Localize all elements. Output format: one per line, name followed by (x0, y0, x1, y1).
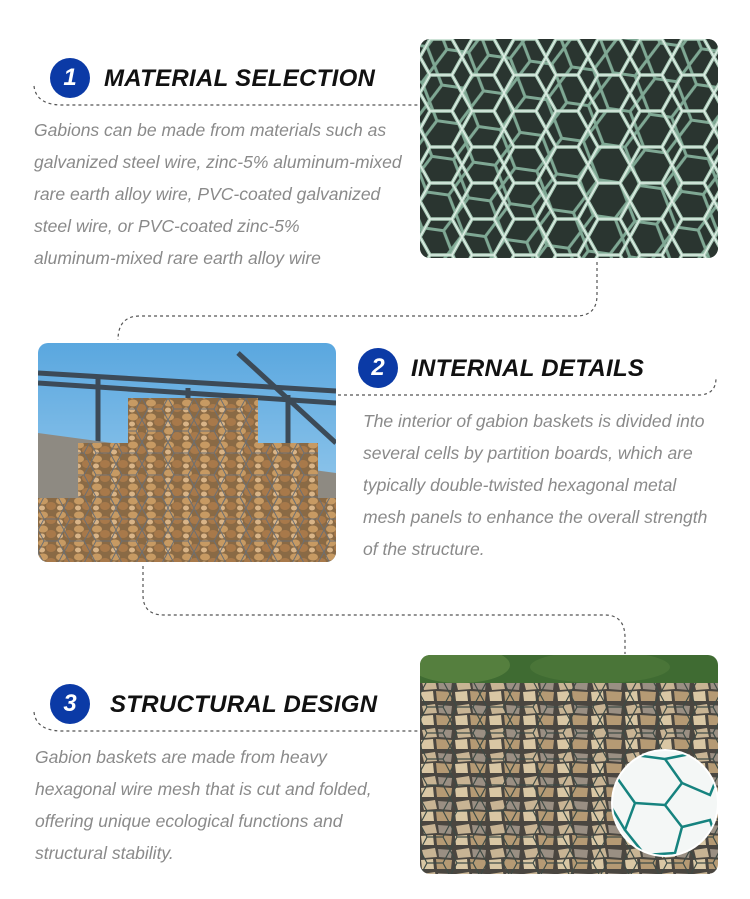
description-line: several cells by partition boards, which are (363, 443, 693, 463)
description-line: mesh panels to enhance the overall strength (363, 507, 708, 527)
description-line: Gabion baskets are made from heavy (35, 747, 327, 767)
gabion-wall-installation-photo (38, 343, 336, 562)
description-line: galvanized steel wire, zinc-5% aluminum-mixed (34, 152, 402, 172)
description-line: of the structure. (363, 539, 485, 559)
description-line: typically double-twisted hexagonal metal (363, 475, 677, 495)
description-line: steel wire, or PVC-coated zinc-5% (34, 216, 300, 236)
description-line: rare earth alloy wire, PVC-coated galvanized (34, 184, 381, 204)
section-title-1: MATERIAL SELECTION (104, 65, 376, 92)
step-badge-1: 1 (50, 58, 90, 98)
description-line: The interior of gabion baskets is divided into (363, 411, 705, 431)
section-description-2 (363, 405, 743, 565)
step-badge-3: 3 (50, 684, 90, 724)
description-line: hexagonal wire mesh that is cut and folded, (35, 779, 372, 799)
section-title-3: STRUCTURAL DESIGN (110, 691, 378, 718)
hexagonal-wire-mesh-photo (420, 39, 718, 258)
step-badge-2: 2 (358, 348, 398, 388)
description-line: Gabions can be made from materials such as (34, 120, 387, 140)
section-title-2: INTERNAL DETAILS (411, 355, 645, 382)
section-description-3 (35, 741, 415, 869)
section-description-1 (34, 114, 414, 274)
description-line: aluminum-mixed rare earth alloy wire (34, 248, 321, 268)
description-line: structural stability. (35, 843, 174, 863)
stone-gabion-wall-closeup-photo (420, 655, 718, 874)
description-line: offering unique ecological functions and (35, 811, 343, 831)
